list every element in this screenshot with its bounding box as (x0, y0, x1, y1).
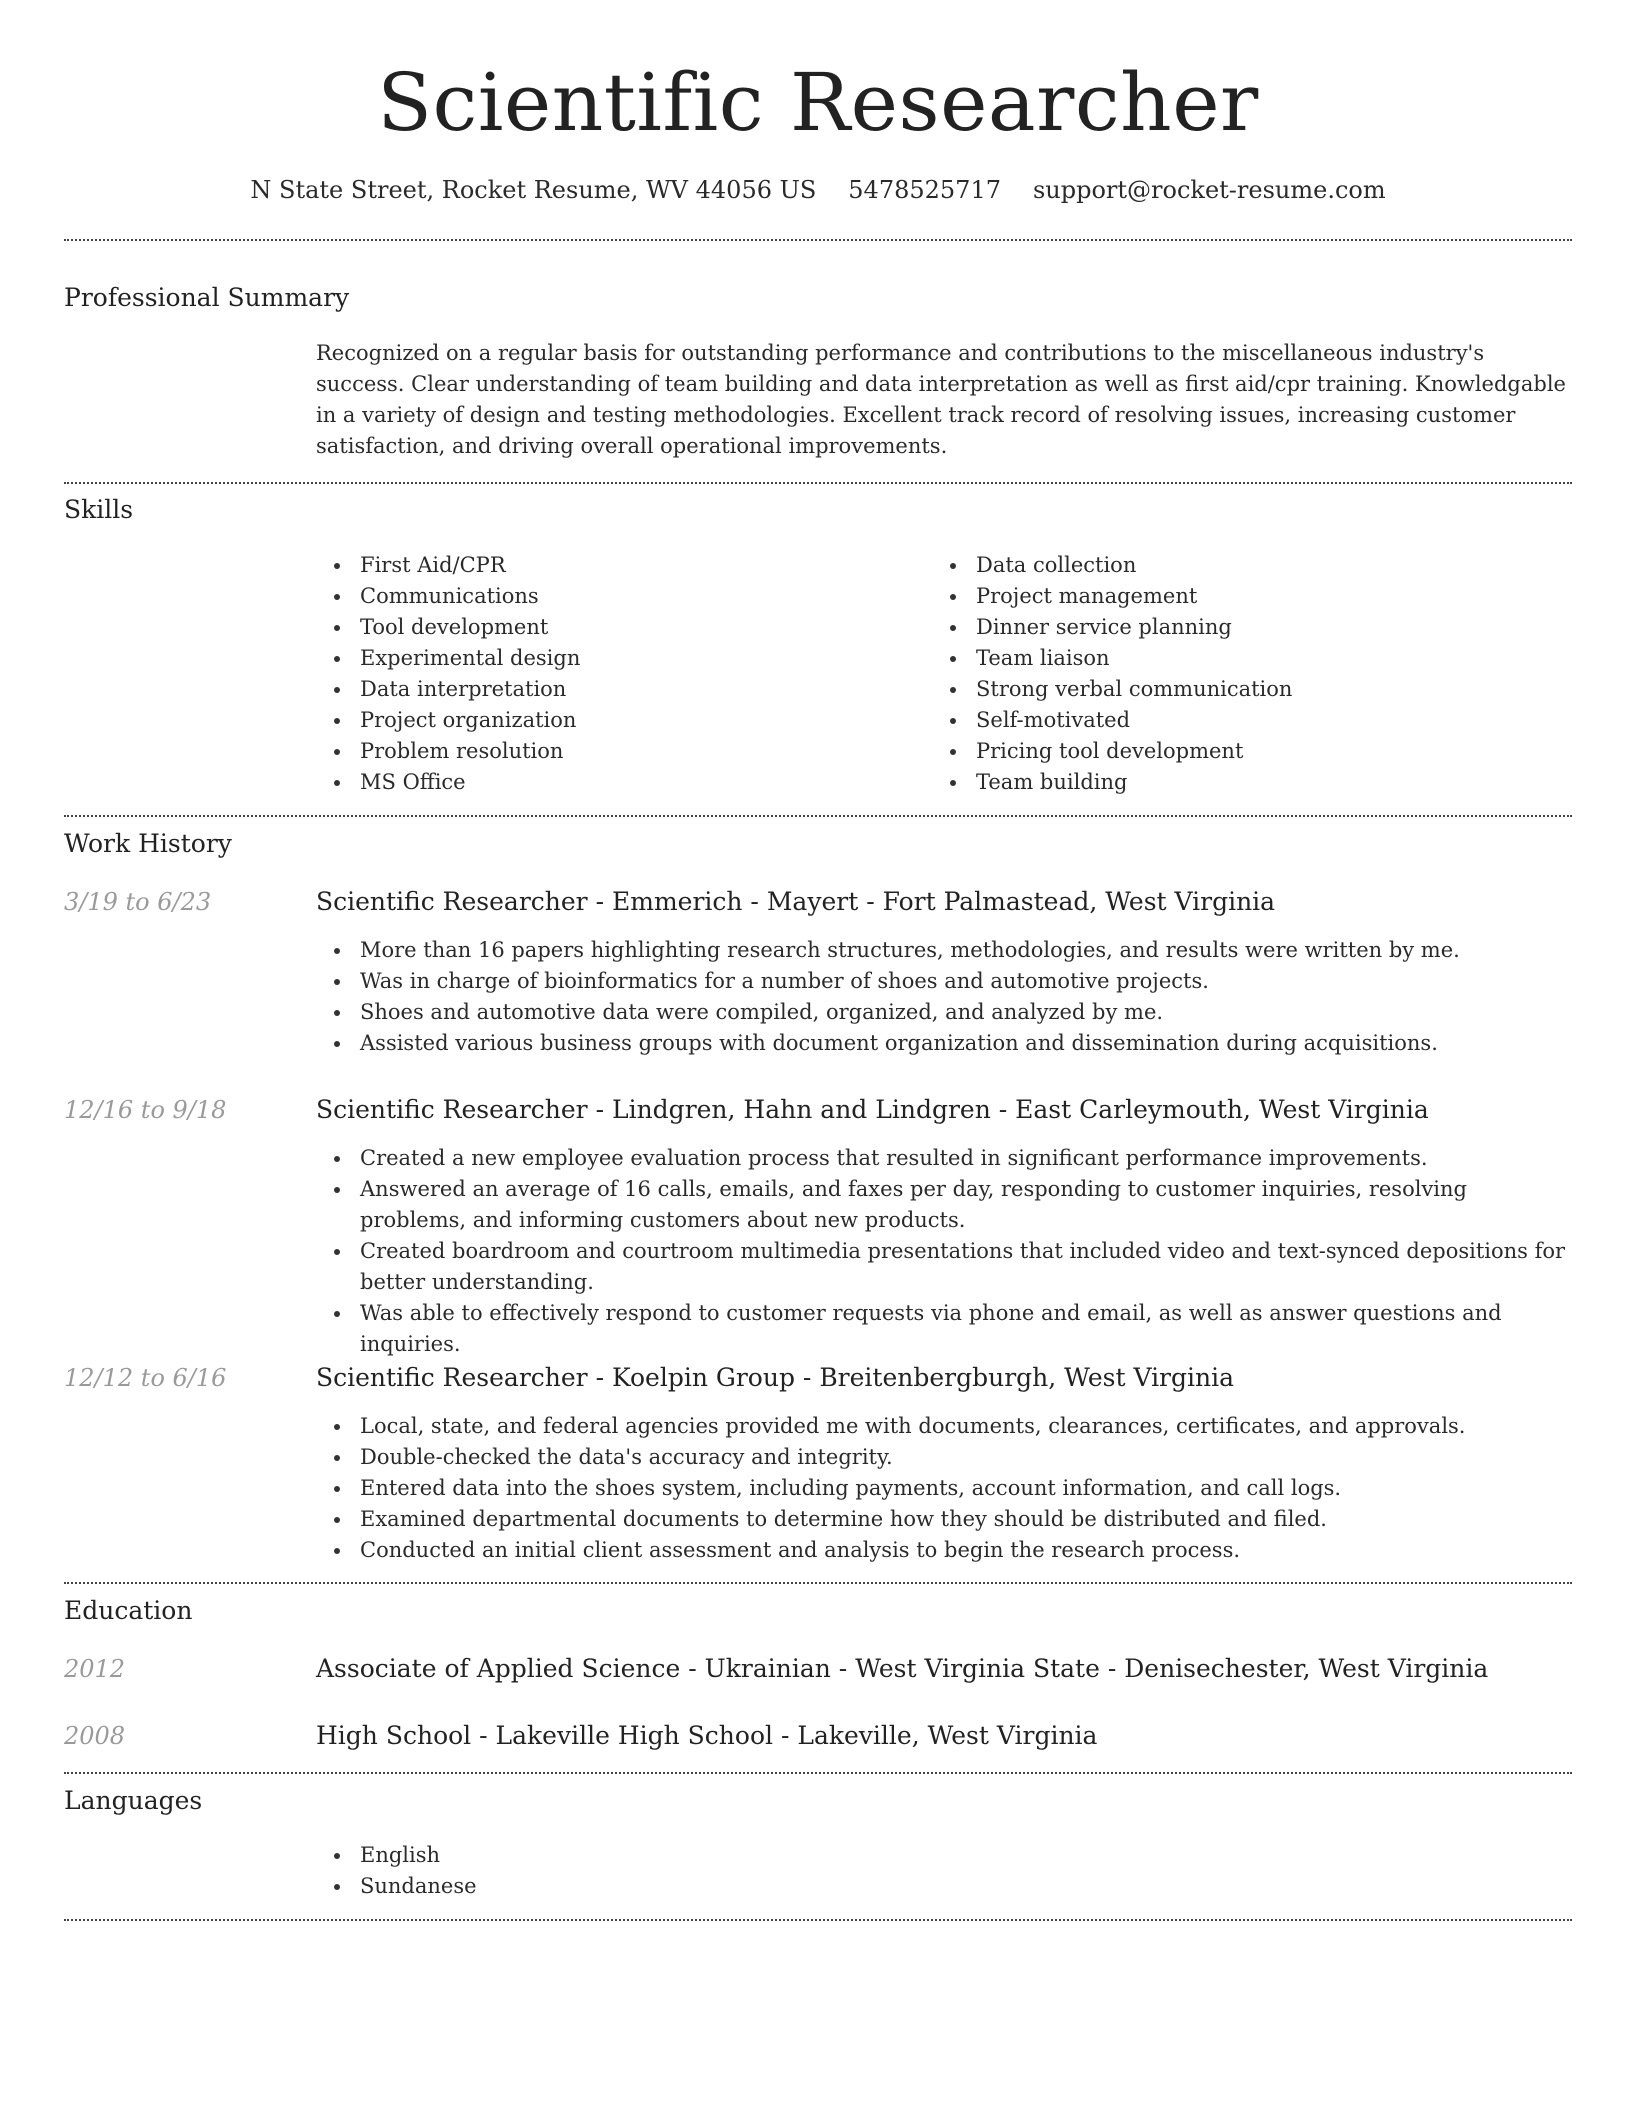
section-divider (64, 482, 1572, 484)
section-divider (64, 239, 1572, 241)
skill-item: First Aid/CPR (316, 550, 916, 581)
job-bullet: Double-checked the data's accuracy and integrity. (316, 1442, 1572, 1473)
education-degree: High School (316, 1721, 472, 1750)
section-divider (64, 1919, 1572, 1921)
skill-item: Data collection (932, 550, 1572, 581)
education-school: - Lakeville High School (471, 1721, 773, 1750)
skill-item: Team building (932, 767, 1572, 798)
job-bullet: Was able to effectively respond to customer requests via phone and email, as well as answer questions and inquiries. (316, 1298, 1572, 1360)
skill-item: Team liaison (932, 643, 1572, 674)
education-location: - Lakeville, West Virginia (773, 1721, 1097, 1750)
skill-item: Self-motivated (932, 705, 1572, 736)
job-bullet: More than 16 papers highlighting research structures, methodologies, and results were written by me. (316, 935, 1572, 966)
job-bullet: Created boardroom and courtroom multimedia presentations that included video and text-synced depositions for better understanding. (316, 1236, 1572, 1298)
job-location: - Fort Palmastead, West Virginia (858, 887, 1275, 916)
job-bullet: Answered an average of 16 calls, emails, and faxes per day, responding to customer inquiries, resolving problems, and informing customers about new products. (316, 1174, 1572, 1236)
skill-item: Strong verbal communication (932, 674, 1572, 705)
languages-list (316, 1840, 916, 1902)
job-title (316, 1092, 1429, 1128)
skill-item: Tool development (316, 612, 916, 643)
contact-phone: 5478525717 (848, 176, 1001, 204)
job-dates: 3/19 to 6/23 (64, 888, 212, 916)
job-title (316, 1360, 1234, 1396)
job-bullets (316, 1411, 1572, 1566)
contact-email: support@rocket-resume.com (1032, 176, 1386, 204)
job-bullet: Created a new employee evaluation process that resulted in significant performance improvements. (316, 1143, 1572, 1174)
skills-heading: Skills (64, 495, 134, 524)
skill-item: Communications (316, 581, 916, 612)
education-entry (316, 1651, 1488, 1687)
job-company: - Koelpin Group (588, 1363, 795, 1392)
skill-item: Pricing tool development (932, 736, 1572, 767)
job-bullet: Shoes and automotive data were compiled, organized, and analyzed by me. (316, 997, 1572, 1028)
job-dates: 12/12 to 6/16 (64, 1364, 227, 1392)
skill-item: Data interpretation (316, 674, 916, 705)
job-bullet: Examined departmental documents to determine how they should be distributed and filed. (316, 1504, 1572, 1535)
job-location: - East Carleymouth, West Virginia (991, 1095, 1429, 1124)
job-bullet: Was in charge of bioinformatics for a number of shoes and automotive projects. (316, 966, 1572, 997)
job-dates: 12/16 to 9/18 (64, 1096, 227, 1124)
job-role: Scientific Researcher (316, 1363, 588, 1392)
job-location: - Breitenbergburgh, West Virginia (795, 1363, 1234, 1392)
job-role: Scientific Researcher (316, 887, 588, 916)
education-heading: Education (64, 1596, 193, 1625)
job-company: - Emmerich - Mayert (588, 887, 859, 916)
candidate-name: Scientific Researcher (377, 56, 1259, 149)
work-heading: Work History (64, 829, 232, 858)
job-role: Scientific Researcher (316, 1095, 588, 1124)
languages-heading: Languages (64, 1786, 203, 1815)
education-field: - Ukrainian (680, 1654, 831, 1683)
skill-item: Dinner service planning (932, 612, 1572, 643)
skill-item: Experimental design (316, 643, 916, 674)
education-location: - Denisechester, West Virginia (1100, 1654, 1488, 1683)
job-company: - Lindgren, Hahn and Lindgren (588, 1095, 991, 1124)
section-divider (64, 1772, 1572, 1774)
summary-heading: Professional Summary (64, 283, 350, 312)
language-item: English (316, 1840, 916, 1871)
contact-line (64, 170, 1572, 210)
job-title (316, 884, 1275, 920)
summary-text: Recognized on a regular basis for outstanding performance and contributions to the miscellaneous industry's success. Clear understanding of team building and data interpretation as well as first aid/cpr training. Knowledgable in a variety of design and testing methodologies. Excellent track record of resolving issues, increasing customer satisfaction, and driving overall operational improvements. (316, 341, 1566, 458)
skills-list-left (316, 550, 916, 798)
job-bullet: Entered data into the shoes system, including payments, account information, and call logs. (316, 1473, 1572, 1504)
section-divider (64, 1582, 1572, 1584)
education-year: 2012 (64, 1655, 126, 1683)
section-divider (64, 815, 1572, 817)
job-bullet: Local, state, and federal agencies provided me with documents, clearances, certificates, and approvals. (316, 1411, 1572, 1442)
job-bullet: Conducted an initial client assessment and analysis to begin the research process. (316, 1535, 1572, 1566)
skill-item: Project organization (316, 705, 916, 736)
skill-item: Problem resolution (316, 736, 916, 767)
job-bullets (316, 1143, 1572, 1360)
education-degree: Associate of Applied Science (316, 1654, 681, 1683)
job-bullet: Assisted various business groups with document organization and dissemination during acquisitions. (316, 1028, 1572, 1059)
education-year: 2008 (64, 1722, 126, 1750)
education-entry (316, 1718, 1097, 1754)
job-bullets (316, 935, 1572, 1059)
skill-item: Project management (932, 581, 1572, 612)
education-school: - West Virginia State (831, 1654, 1100, 1683)
language-item: Sundanese (316, 1871, 916, 1902)
skill-item: MS Office (316, 767, 916, 798)
skills-list-right (932, 550, 1572, 798)
contact-address: N State Street, Rocket Resume, WV 44056 US (250, 176, 817, 204)
